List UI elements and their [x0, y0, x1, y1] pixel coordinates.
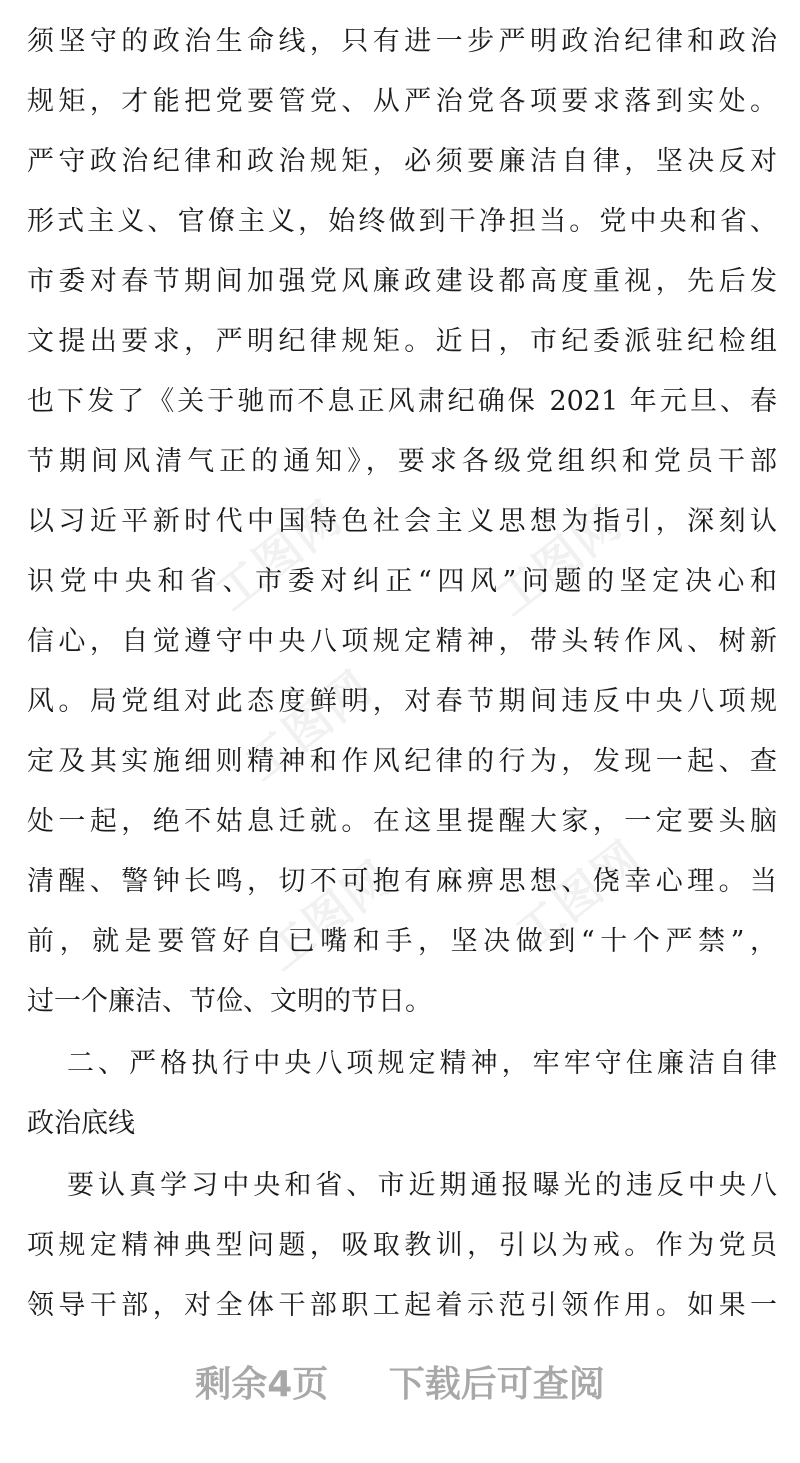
paragraph-line: 文提出要求，严明纪律规矩。近日，市纪委派驻纪检组 — [27, 326, 777, 357]
paragraph-line: 清醒、警钟长鸣，切不可抱有麻痹思想、侥幸心理。当 — [27, 866, 777, 897]
section-heading-line: 政治底线 — [27, 1108, 135, 1139]
download-notice[interactable] — [0, 1355, 800, 1415]
paragraph-line: 过一个廉洁、节俭、文明的节日。 — [27, 986, 432, 1017]
download-to-view-label: 下载后可查阅 — [388, 1364, 605, 1405]
paragraph-line: 领导干部，对全体干部职工起着示范引领作用。如果一 — [27, 1290, 777, 1321]
body-text — [27, 12, 777, 1336]
paragraph-line: 市委对春节期间加强党风廉政建设都高度重视，先后发 — [27, 266, 777, 297]
paragraph-line: 以习近平新时代中国特色社会主义思想为指引，深刻认 — [27, 506, 777, 537]
paragraph-line: 风。局党组对此态度鲜明，对春节期间违反中央八项规 — [27, 686, 777, 717]
section-heading-line: 二、严格执行中央八项规定精神，牢牢守住廉洁自律 — [67, 1048, 777, 1079]
watermark: 工图网 — [235, 659, 383, 791]
paragraph-line: 节期间风清气正的通知》，要求各级党组织和党员干部 — [27, 446, 777, 477]
paragraph-line: 前，就是要管好自已嘴和手，坚决做到“十个严禁”， — [27, 926, 777, 957]
watermark: 工图网 — [505, 829, 653, 961]
paragraph-line: 处一起，绝不姑息迁就。在这里提醒大家，一定要头脑 — [27, 806, 777, 837]
watermark: 工图网 — [485, 494, 633, 626]
paragraph-line: 项规定精神典型问题，吸取教训，引以为戒。作为党员 — [27, 1230, 777, 1261]
remaining-pages-label: 剩余4页 — [195, 1364, 329, 1405]
paragraph-line: 信心，自觉遵守中央八项规定精神，带头转作风、树新 — [27, 626, 777, 657]
paragraph-line: 要认真学习中央和省、市近期通报曝光的违反中央八 — [67, 1170, 777, 1201]
paragraph-line: 须坚守的政治生命线，只有进一步严明政治纪律和政治 — [27, 26, 777, 57]
paragraph-line: 定及其实施细则精神和作风纪律的行为，发现一起、查 — [27, 746, 777, 777]
watermark: 工图网 — [205, 489, 353, 621]
paragraph-line: 规矩，才能把党要管党、从严治党各项要求落到实处。 — [27, 86, 777, 117]
paragraph-line: 识党中央和省、市委对纠正“四风”问题的坚定决心和 — [27, 566, 777, 597]
watermark: 工图网 — [255, 849, 403, 981]
paragraph-line: 也下发了《关于驰而不息正风肃纪确保 2021 年元旦、春 — [27, 386, 777, 417]
paragraph-line: 形式主义、官僚主义，始终做到干净担当。党中央和省、 — [27, 206, 777, 237]
paragraph-line: 严守政治纪律和政治规矩，必须要廉洁自律，坚决反对 — [27, 146, 777, 177]
